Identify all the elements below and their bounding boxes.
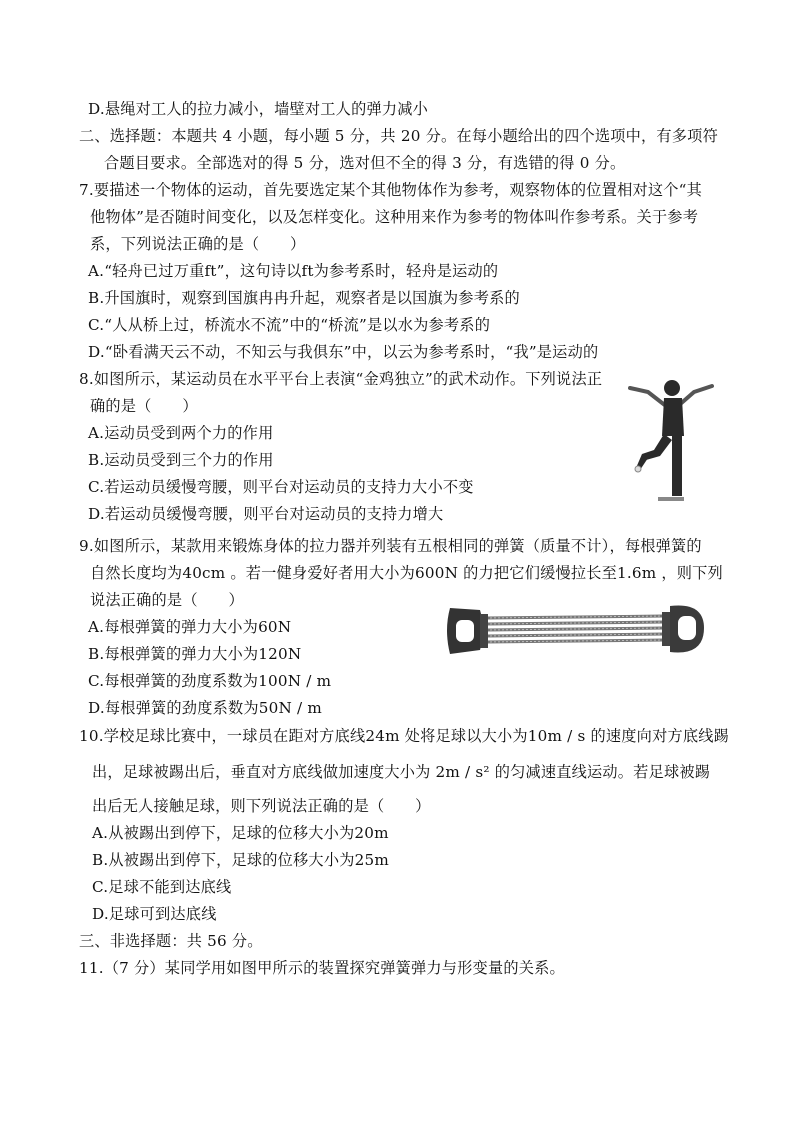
q7-stem-line1: 7.要描述一个物体的运动，首先要选定某个其他物体作为参考，观察物体的位置相对这个“其: [79, 181, 702, 199]
q7-stem-line3: 系，下列说法正确的是（ ）: [90, 235, 306, 253]
q8-option-a: A.运动员受到两个力的作用: [88, 424, 274, 442]
q8-stem-line2: 确的是（ ）: [90, 397, 198, 415]
q8-stem-line1: 8.如图所示，某运动员在水平平台上表演“金鸡独立”的武术动作。下列说法正: [79, 370, 603, 388]
q7-option-a: A.“轻舟已过万重ft”，这句诗以ft为参考系时，轻舟是运动的: [88, 262, 499, 280]
section3-header: 三、非选择题：共 56 分。: [79, 932, 263, 950]
q7-stem-line2: 他物体”是否随时间变化，以及怎样变化。这种用来作为参考的物体叫作参考系。关于参考: [90, 208, 699, 226]
q7-option-b: B.升国旗时，观察到国旗冉冉升起，观察者是以国旗为参考系的: [88, 289, 520, 307]
q10-option-b: B.从被踢出到停下，足球的位移大小为25m: [92, 851, 389, 869]
q10-option-c: C.足球不能到达底线: [92, 878, 232, 896]
martial-artist-figure: [628, 374, 714, 502]
q10-stem-line1: 10.学校足球比赛中，一球员在距对方底线24m 处将足球以大小为10m / s 的速度向对方底线踢: [79, 727, 730, 745]
q9-option-a: A.每根弹簧的弹力大小为60N: [88, 618, 292, 636]
section2-header-line1: 二、选择题：本题共 4 小题，每小题 5 分，共 20 分。在每小题给出的四个选项中，有多项符: [79, 127, 718, 145]
q8-option-c: C.若运动员缓慢弯腰，则平台对运动员的支持力大小不变: [88, 478, 474, 496]
q8-option-d: D.若运动员缓慢弯腰，则平台对运动员的支持力增大: [88, 505, 444, 523]
q7-option-c: C.“人从桥上过，桥流水不流”中的“桥流”是以水为参考系的: [88, 316, 491, 334]
section2-header-line2: 合题目要求。全部选对的得 5 分，选对但不全的得 3 分，有选错的得 0 分。: [104, 154, 626, 172]
q9-stem-line1: 9.如图所示，某款用来锻炼身体的拉力器并列装有五根相同的弹簧（质量不计），每根弹簧的: [79, 537, 702, 555]
q10-option-d: D.足球可到达底线: [92, 905, 217, 923]
spring-expander-figure: [442, 598, 708, 664]
q6-option-d: D.悬绳对工人的拉力减小，墙壁对工人的弹力减小: [88, 100, 428, 118]
q10-stem-line3: 出后无人接触足球，则下列说法正确的是（ ）: [92, 797, 431, 815]
q10-option-a: A.从被踢出到停下，足球的位移大小为20m: [92, 824, 389, 842]
q9-option-c: C.每根弹簧的劲度系数为100N / m: [88, 672, 332, 690]
q9-stem-line2: 自然长度均为40cm 。若一健身爱好者用大小为600N 的力把它们缓慢拉长至1.6m ，则下列: [90, 564, 723, 582]
q7-option-d: D.“卧看满天云不动，不知云与我俱东”中，以云为参考系时，“我”是运动的: [88, 343, 599, 361]
q10-stem-line2: 出，足球被踢出后，垂直对方底线做加速度大小为 2m / s² 的匀减速直线运动。若足球被踢: [92, 763, 711, 781]
q9-stem-line3: 说法正确的是（ ）: [90, 591, 244, 609]
q8-option-b: B.运动员受到三个力的作用: [88, 451, 274, 469]
q9-option-d: D.每根弹簧的劲度系数为50N / m: [88, 699, 322, 717]
q9-option-b: B.每根弹簧的弹力大小为120N: [88, 645, 302, 663]
q11-stem-line1: 11.（7 分）某同学用如图甲所示的装置探究弹簧弹力与形变量的关系。: [79, 959, 565, 977]
